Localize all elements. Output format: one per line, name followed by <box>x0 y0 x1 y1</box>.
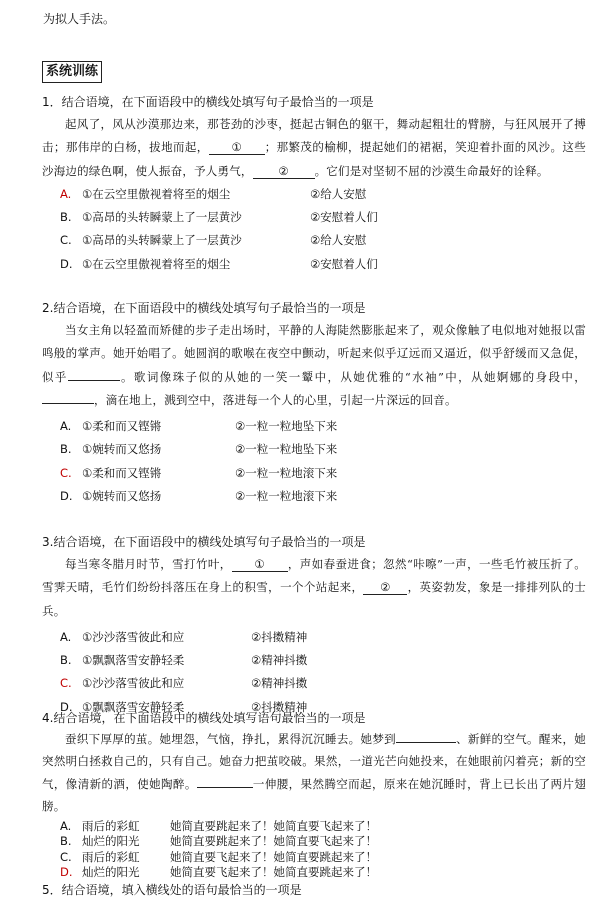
option-b[interactable] <box>60 206 586 229</box>
passage-text: ；那繁茂的榆柳，提起她们的裙裾，笑迎着扑面的风沙。这些沙海边的绿色啊，使人振奋，予人勇气， <box>42 140 586 178</box>
option-part-2: ②精神抖擞 <box>251 676 308 691</box>
option-part-2: ②一粒一粒地滚下来 <box>235 465 338 480</box>
option-letter: C. <box>60 233 72 248</box>
option-part-2: ②精神抖擞 <box>251 653 308 668</box>
question-4 <box>42 709 586 880</box>
option-part-2: ②抖擞精神 <box>251 629 308 644</box>
option-a[interactable] <box>60 415 586 438</box>
question-1 <box>42 93 586 276</box>
option-letter: D. <box>60 489 73 504</box>
option-part-1: ①沙沙落雪彼此和应 <box>82 629 185 644</box>
option-part-1: ①飘飘落雪安静轻柔 <box>82 699 185 714</box>
option-part-2: ②安慰着人们 <box>310 210 378 225</box>
question-1-title: 1．结合语境，在下面语段中的横线处填写句子最恰当的一项是 <box>42 95 374 109</box>
option-b[interactable] <box>60 438 586 461</box>
passage-text: ，滴在地上，溅到空中，落进每一个人的心里，引起一片深远的回音。 <box>94 392 457 407</box>
passage-text: 。它们是对坚韧不屈的沙漠生命最好的诠释。 <box>314 163 549 178</box>
option-letter: D. <box>60 864 73 879</box>
option-letter: D. <box>60 256 73 271</box>
option-letter: D. <box>60 699 73 714</box>
option-part-2: 她简直要飞起来了！她简直要跳起来了！ <box>170 849 377 864</box>
passage-text: 一伸腰，果然腾空而起，原来在她沉睡时，背上已长出了两片翅膀。 <box>42 776 586 813</box>
option-d[interactable] <box>60 253 586 276</box>
option-part-1: ①柔和而又铿锵 <box>82 419 162 434</box>
option-part-2: 她简直要飞起来了！她简直要跳起来了！ <box>170 864 377 879</box>
option-part-2: ②一粒一粒地滚下来 <box>235 489 338 504</box>
option-a[interactable] <box>60 183 586 206</box>
option-part-2: ②一粒一粒地坠下来 <box>235 442 338 457</box>
passage-text: 、新鲜的空气。醒来，她突然明白拯救自己的，只有自己。她奋力把茧咬破。果然，一道光芒向她投来，在她眼前闪着亮；新的空气，像清新的酒，使她陶醉。 <box>42 732 586 791</box>
option-letter: A. <box>60 629 72 644</box>
option-part-1: ①飘飘落雪安静轻柔 <box>82 653 185 668</box>
option-c[interactable] <box>60 850 586 865</box>
passage-text: 每当寒冬腊月时节，雪打竹叶， <box>65 557 232 571</box>
option-letter: C. <box>60 465 72 480</box>
question-1-options <box>42 183 586 276</box>
blank-1: ① <box>209 140 265 155</box>
question-3-passage <box>42 553 586 623</box>
blank-1 <box>68 380 120 381</box>
passage-text: ，英姿勃发，象是一排排列队的士兵。 <box>42 580 586 618</box>
passage-text: 。歌词像珠子似的从她的一笑一颦中，从她优雅的“水袖”中，从她婀娜的身段中， <box>119 369 586 384</box>
question-3 <box>42 533 586 719</box>
option-part-2: ②一粒一粒地坠下来 <box>235 419 338 434</box>
option-d[interactable] <box>60 865 586 880</box>
blank-2: ② <box>253 164 315 179</box>
option-b[interactable] <box>60 649 586 672</box>
passage-text: 当女主角以轻盈而矫健的步子走出场时，平静的人海陡然膨胀起来了，观众像触了电似地对她报以雷鸣般的掌声。她开始唱了。她圆润的歌喉在夜空中颤动，听起来似乎辽远而又逼近，似乎舒缓而又急促，似乎 <box>42 323 586 384</box>
option-part-1: 雨后的彩虹 <box>82 849 140 864</box>
blank-1 <box>396 742 456 743</box>
option-part-2: ②给人安慰 <box>310 186 367 201</box>
option-part-1: ①高昂的头转瞬蒙上了一层黄沙 <box>82 210 242 225</box>
option-part-1: ①在云空里傲视着将至的烟尘 <box>82 186 231 201</box>
option-letter: A. <box>60 819 72 834</box>
option-c[interactable] <box>60 672 586 695</box>
intro-tail: 为拟人手法。 <box>43 12 116 26</box>
option-part-1: 灿烂的阳光 <box>82 864 140 879</box>
option-letter: C. <box>60 676 72 691</box>
passage-text: 起风了，风从沙漠那边来，那苍劲的沙枣，挺起古铜色的躯干，舞动起粗壮的臂膀，与狂风展开了搏击；那伟岸的白杨，拔地而起， <box>42 117 586 155</box>
option-b[interactable] <box>60 834 586 849</box>
option-d[interactable] <box>60 485 586 508</box>
option-letter: A. <box>60 186 72 201</box>
option-part-1: ①柔和而又铿锵 <box>82 465 162 480</box>
option-part-1: ①在云空里傲视着将至的烟尘 <box>82 256 231 271</box>
option-c[interactable] <box>60 229 586 252</box>
option-part-1: 灿烂的阳光 <box>82 834 140 849</box>
blank-2 <box>197 787 253 788</box>
option-letter: B. <box>60 210 72 225</box>
option-part-1: ①沙沙落雪彼此和应 <box>82 676 185 691</box>
option-part-2: 她简直要跳起来了！她简直要飞起来了！ <box>170 819 377 834</box>
option-letter: B. <box>60 653 72 668</box>
passage-text: 蚕织下厚厚的茧。她埋怨，气恼，挣扎，累得沉沉睡去。她梦到 <box>65 732 396 746</box>
blank-1: ① <box>232 557 288 572</box>
question-4-title: 4.结合语境，在下面语段中的横线处填写语句最恰当的一项是 <box>42 711 366 725</box>
question-4-options <box>42 819 586 880</box>
question-3-options <box>42 626 586 719</box>
question-4-passage <box>42 728 586 817</box>
option-part-2: ②给人安慰 <box>310 233 367 248</box>
question-5-title: 5．结合语境，填入横线处的语句最恰当的一项是 <box>42 883 302 897</box>
option-letter: B. <box>60 834 72 849</box>
option-part-1: 雨后的彩虹 <box>82 819 140 834</box>
option-a[interactable] <box>60 819 586 834</box>
option-a[interactable] <box>60 626 586 649</box>
passage-text: ，声如春蚕进食；忽然“咔嚓”一声，一些毛竹被压折了。雪霁天晴，毛竹们纷纷抖落压在身上的积雪，一个个站起来， <box>42 557 586 595</box>
question-1-passage <box>42 113 586 183</box>
blank-2 <box>42 403 94 404</box>
question-2 <box>42 299 586 508</box>
question-2-title: 2.结合语境，在下面语段中的横线处填写句子最恰当的一项是 <box>42 301 366 315</box>
option-letter: C. <box>60 849 72 864</box>
option-c[interactable] <box>60 462 586 485</box>
question-2-options <box>42 415 586 508</box>
section-title: 系统训练 <box>42 61 102 83</box>
question-2-passage <box>42 319 586 412</box>
option-part-2: 她简直要跳起来了！她简直要飞起来了！ <box>170 834 377 849</box>
question-5 <box>42 881 586 900</box>
question-3-title: 3.结合语境，在下面语段中的横线处填写句子最恰当的一项是 <box>42 535 366 549</box>
option-part-2: ②安慰着人们 <box>310 256 378 271</box>
option-part-2: ②抖擞精神 <box>251 699 308 714</box>
option-letter: A. <box>60 419 72 434</box>
option-part-1: ①高昂的头转瞬蒙上了一层黄沙 <box>82 233 242 248</box>
option-letter: B. <box>60 442 72 457</box>
blank-2: ② <box>363 580 407 595</box>
option-part-1: ①婉转而又悠扬 <box>82 489 162 504</box>
option-part-1: ①婉转而又悠扬 <box>82 442 162 457</box>
